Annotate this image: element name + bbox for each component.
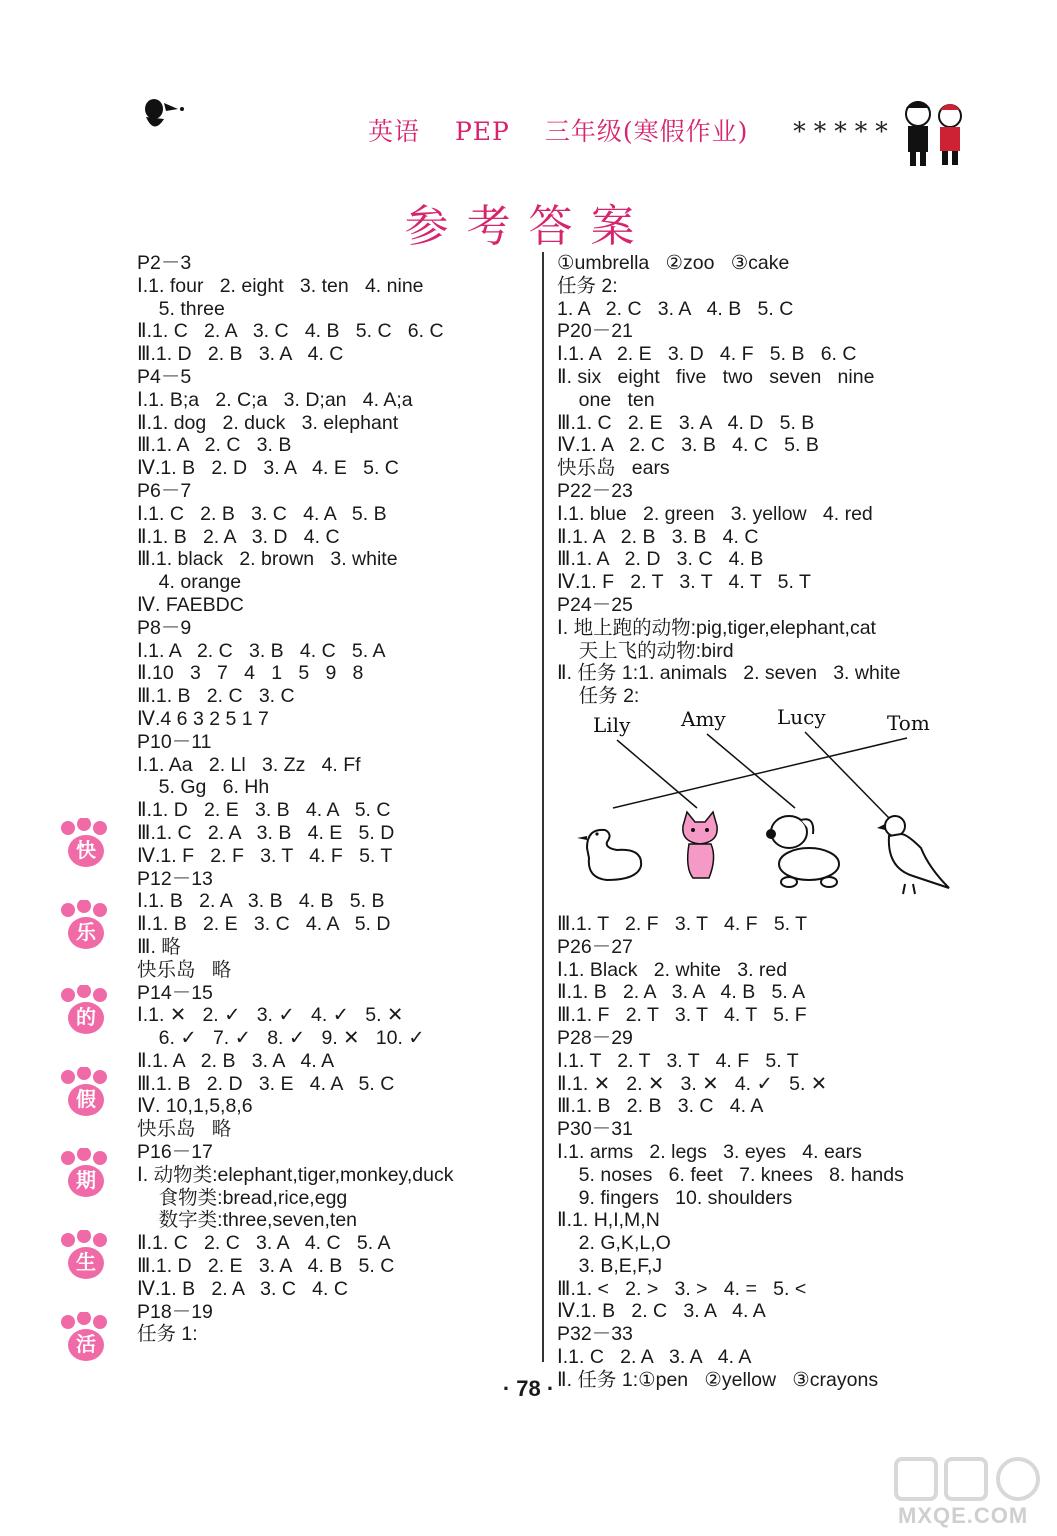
answer-line: Ⅱ. six eight five two seven nine <box>557 365 875 388</box>
page-header <box>368 112 922 148</box>
answer-line: Ⅳ.1. A 2. C 3. B 4. C 5. B <box>557 434 819 457</box>
match-line-tom <box>613 738 907 808</box>
answer-line: Ⅰ.1. B 2. A 3. B 4. B 5. B <box>137 890 385 913</box>
girl-silhouette-icon <box>138 95 198 135</box>
answer-line: Ⅰ. 地上跑的动物:pig,tiger,elephant,cat <box>557 616 876 639</box>
answer-line: Ⅱ.1. ✕ 2. ✕ 3. ✕ 4. ✓ 5. ✕ <box>557 1072 828 1095</box>
answer-line: one ten <box>557 388 655 411</box>
side-label-paw <box>58 985 110 1037</box>
side-label-char: 的 <box>76 1005 96 1029</box>
side-label-paw <box>58 818 110 870</box>
answer-line: 1. A 2. C 3. A 4. B 5. C <box>557 297 794 320</box>
answer-line: 任务 2: <box>557 274 618 297</box>
answer-line: ①umbrella ②zoo ③cake <box>557 252 790 274</box>
side-label-paw <box>58 1067 110 1119</box>
answer-line: Ⅱ.1. B 2. A 3. D 4. C <box>137 525 340 548</box>
answer-line: P26－27 <box>557 935 633 958</box>
answer-line: Ⅲ.1. B 2. C 3. C <box>137 685 295 708</box>
answer-line: Ⅱ.1. A 2. B 3. A 4. A <box>137 1049 335 1072</box>
side-label-paw <box>58 900 110 952</box>
name-lucy: Lucy <box>777 707 826 729</box>
answer-line: P18－19 <box>137 1300 213 1323</box>
name-lily: Lily <box>593 712 631 737</box>
answer-line: Ⅱ.1. B 2. A 3. A 4. B 5. A <box>557 981 806 1004</box>
answer-line: 5. three <box>137 297 225 320</box>
side-label-paw <box>58 1230 110 1282</box>
answer-line: Ⅱ.1. C 2. C 3. A 4. C 5. A <box>137 1232 391 1255</box>
answer-line: Ⅱ.1. A 2. B 3. B 4. C <box>557 525 759 548</box>
answer-line: Ⅱ.1. H,I,M,N <box>557 1209 660 1232</box>
answer-line: P8－9 <box>137 616 192 639</box>
right-column-bottom <box>557 913 977 1392</box>
subject-label: 英语 <box>368 117 421 146</box>
side-label-char: 乐 <box>76 920 96 944</box>
kids-cartoon-icon <box>890 92 980 172</box>
answer-line: Ⅳ.1. B 2. A 3. C 4. C <box>137 1277 348 1300</box>
answer-line: 5. Gg 6. Hh <box>137 776 270 799</box>
side-label-char: 活 <box>76 1332 96 1356</box>
dog-icon <box>766 816 839 887</box>
answer-line: 4. orange <box>137 571 242 594</box>
answer-line: 6. ✓ 7. ✓ 8. ✓ 9. ✕ 10. ✓ <box>137 1027 425 1050</box>
answer-line: 任务 1: <box>137 1323 198 1346</box>
answer-line: Ⅰ.1. B;a 2. C;a 3. D;an 4. A;a <box>137 388 413 411</box>
answer-line: Ⅰ.1. Aa 2. Ll 3. Zz 4. Ff <box>137 753 361 776</box>
answer-line: P24－25 <box>557 593 633 616</box>
answer-line: P32－33 <box>557 1323 633 1346</box>
right-answer-column <box>557 252 977 1392</box>
matching-diagram <box>557 708 977 913</box>
match-line-amy <box>707 734 795 808</box>
answer-line: Ⅰ.1. arms 2. legs 3. eyes 4. ears <box>557 1140 862 1163</box>
answer-line: Ⅱ.1. C 2. A 3. C 4. B 5. C 6. C <box>137 320 444 343</box>
answer-line: P14－15 <box>137 981 213 1004</box>
answer-line: 天上飞的动物:bird <box>557 639 734 662</box>
answer-line: P12－13 <box>137 867 213 890</box>
answer-line: Ⅲ.1. T 2. F 3. T 4. F 5. T <box>557 912 808 935</box>
answer-line: Ⅲ.1. A 2. C 3. B <box>137 434 292 457</box>
name-amy: Amy <box>681 707 726 731</box>
bird-icon <box>877 816 949 894</box>
answer-line: Ⅰ. 动物类:elephant,tiger,monkey,duck <box>137 1163 454 1186</box>
answer-line: Ⅳ. 10,1,5,8,6 <box>137 1095 253 1118</box>
answer-line: Ⅲ.1. F 2. T 3. T 4. T 5. F <box>557 1004 807 1027</box>
answer-line: Ⅲ.1. < 2. > 3. > 4. = 5. < <box>557 1277 807 1300</box>
answer-line: Ⅳ.1. F 2. T 3. T 4. T 5. T <box>557 571 811 594</box>
column-divider <box>542 252 544 1362</box>
answer-line: P4－5 <box>137 365 192 388</box>
answer-line: P10－11 <box>137 730 212 753</box>
edition-label: PEP <box>454 117 510 146</box>
answer-line: Ⅳ.1. F 2. F 3. T 4. F 5. T <box>137 844 393 867</box>
side-label-paw <box>58 1312 110 1364</box>
name-tom: Tom <box>887 710 930 735</box>
side-label-char: 假 <box>76 1087 96 1111</box>
answer-line: P6－7 <box>137 479 192 502</box>
answer-line: Ⅲ.1. C 2. E 3. A 4. D 5. B <box>557 411 815 434</box>
answer-line: P20－21 <box>557 320 633 343</box>
answer-line: Ⅲ.1. D 2. B 3. A 4. C <box>137 343 344 366</box>
answer-line: P28－29 <box>557 1026 633 1049</box>
answer-line: Ⅰ.1. C 2. A 3. A 4. A <box>557 1346 752 1369</box>
answer-line: Ⅰ.1. A 2. E 3. D 4. F 5. B 6. C <box>557 343 857 366</box>
answer-line: Ⅰ.1. ✕ 2. ✓ 3. ✓ 4. ✓ 5. ✕ <box>137 1004 404 1027</box>
answer-line: 9. fingers 10. shoulders <box>557 1186 793 1209</box>
side-label-char: 期 <box>76 1168 96 1192</box>
answer-line: 快乐岛 略 <box>137 958 232 981</box>
stars-rating: ***** <box>793 117 896 146</box>
answer-line: Ⅱ.1. D 2. E 3. B 4. A 5. C <box>137 799 391 822</box>
watermark-logo-icon <box>890 1455 1050 1505</box>
watermark <box>890 1455 1050 1535</box>
side-label-paw <box>58 1148 110 1200</box>
answer-line: Ⅳ.1. B 2. D 3. A 4. E 5. C <box>137 457 399 480</box>
answer-line: P2－3 <box>137 252 192 274</box>
answer-line: P22－23 <box>557 479 633 502</box>
answer-line: Ⅰ.1. blue 2. green 3. yellow 4. red <box>557 502 873 525</box>
answer-line: 食物类:bread,rice,egg <box>137 1186 348 1209</box>
answer-line: Ⅲ.1. A 2. D 3. C 4. B <box>557 548 764 571</box>
answer-line: 快乐岛 略 <box>137 1118 232 1141</box>
answer-line: Ⅰ.1. T 2. T 3. T 4. F 5. T <box>557 1049 799 1072</box>
answer-line: Ⅱ.10 3 7 4 1 5 9 8 <box>137 662 364 685</box>
side-label-char: 快 <box>76 838 96 862</box>
left-answer-column <box>137 252 537 1346</box>
answer-line: Ⅰ.1. A 2. C 3. B 4. C 5. A <box>137 639 386 662</box>
answer-line: Ⅰ.1. four 2. eight 3. ten 4. nine <box>137 274 424 297</box>
answer-line: P16－17 <box>137 1141 213 1164</box>
answer-line: Ⅱ. 任务 1:1. animals 2. seven 3. white <box>557 662 901 685</box>
side-label-char: 生 <box>76 1250 96 1274</box>
answer-line: Ⅱ. 任务 1:①pen ②yellow ③crayons <box>557 1368 879 1391</box>
page-title: 参考答案 <box>404 201 653 252</box>
answer-line: Ⅰ.1. C 2. B 3. C 4. A 5. B <box>137 502 387 525</box>
answer-line: 3. B,E,F,J <box>557 1254 663 1277</box>
answer-line: 2. G,K,L,O <box>557 1232 671 1255</box>
answer-line: Ⅳ.1. B 2. C 3. A 4. A <box>557 1300 766 1323</box>
answer-line: Ⅲ.1. C 2. A 3. B 4. E 5. D <box>137 821 395 844</box>
page-number: · 78 · <box>502 1376 555 1401</box>
answer-line: Ⅰ.1. Black 2. white 3. red <box>557 958 788 981</box>
answer-line: Ⅲ.1. B 2. B 3. C 4. A <box>557 1095 764 1118</box>
answer-line: Ⅲ.1. D 2. E 3. A 4. B 5. C <box>137 1255 395 1278</box>
answer-line: 快乐岛 ears <box>557 457 670 480</box>
answer-line: 任务 2: <box>557 685 640 708</box>
answer-line: 数字类:three,seven,ten <box>137 1209 358 1232</box>
answer-line: Ⅳ. FAEBDC <box>137 593 244 616</box>
answer-line: Ⅳ.4 6 3 2 5 1 7 <box>137 707 269 730</box>
answer-line: Ⅱ.1. dog 2. duck 3. elephant <box>137 411 399 434</box>
answer-line: Ⅲ.1. black 2. brown 3. white <box>137 548 398 571</box>
grade-label: 三年级(寒假作业) <box>544 117 749 146</box>
right-column-top <box>557 252 977 708</box>
answer-line: P30－31 <box>557 1118 633 1141</box>
answer-line: Ⅲ.1. B 2. D 3. E 4. A 5. C <box>137 1072 395 1095</box>
cat-icon <box>683 812 717 878</box>
watermark-url: MXQE.COM <box>898 1503 1029 1528</box>
answer-line: 5. noses 6. feet 7. knees 8. hands <box>557 1163 904 1186</box>
duck-icon <box>577 830 641 880</box>
answer-line: Ⅱ.1. B 2. E 3. C 4. A 5. D <box>137 913 391 936</box>
answer-line: Ⅲ. 略 <box>137 935 181 958</box>
